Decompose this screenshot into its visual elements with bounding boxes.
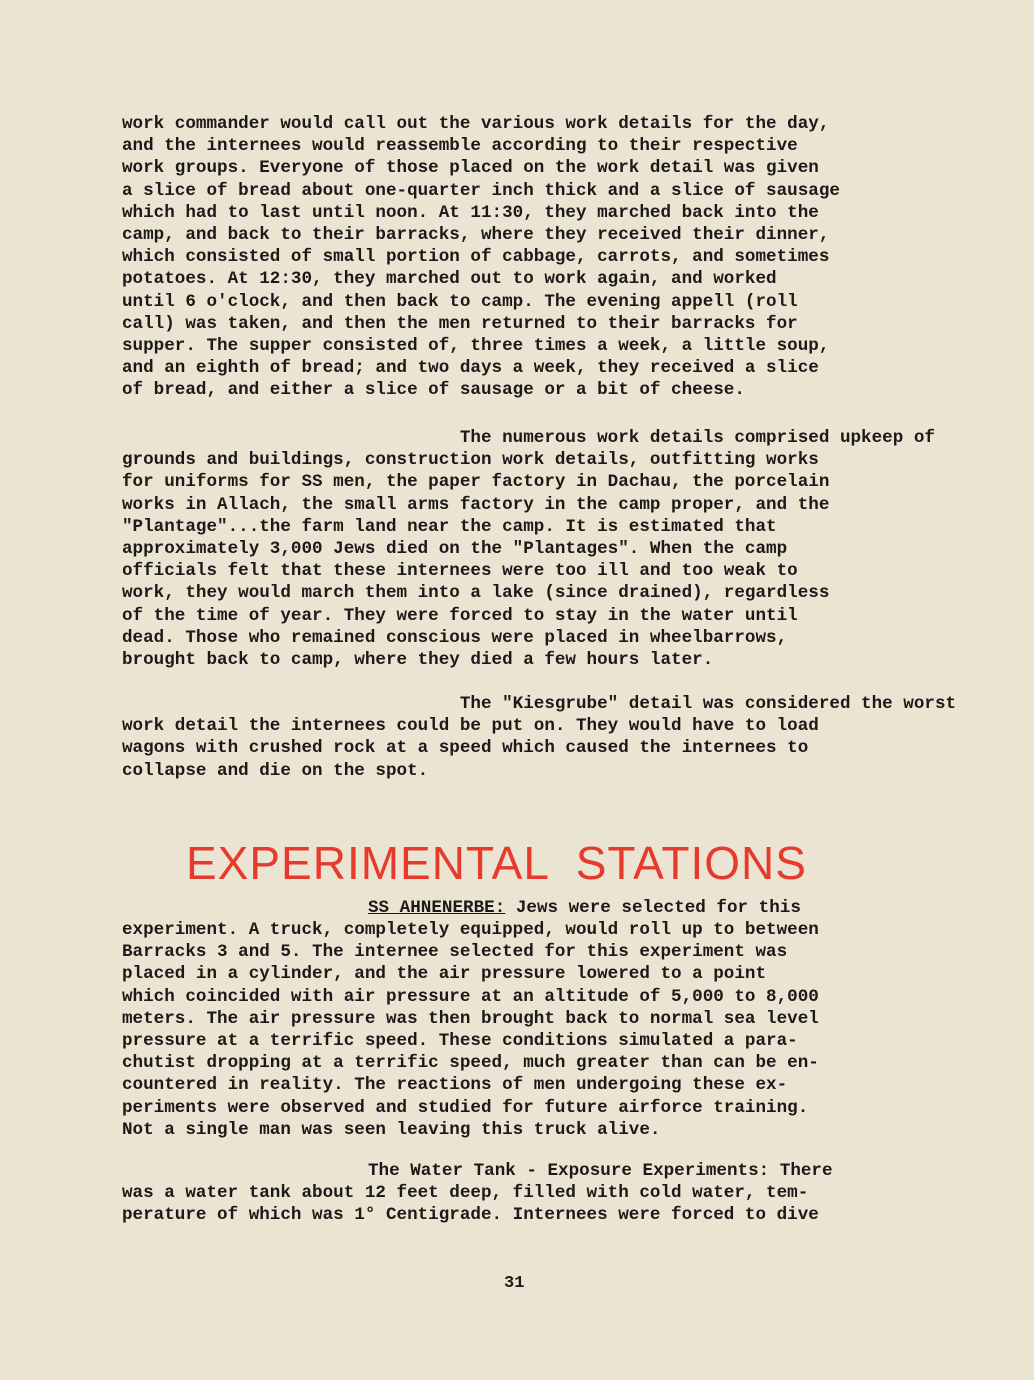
- ahnenerbe-lead: SS AHNENERBE:: [368, 898, 506, 918]
- paragraph-ahnenerbe: experiment. A truck, completely equipped, would roll up to between Barracks 3 and 5. The internee selected for this experiment was placed in a cylinder, and the air pressure lowered to a point which coincided with air pressure at an altitude of 5,000 to 8,000 meters. The air pressure was then brought back to normal sea level pressure at a terrific speed. These conditions simulated a para- chutist dropping at a terrific speed, much greater than can be en- countered in reality. The reactions of men undergoing these ex- periments were observed and studied for future airforce training. Not a single man was seen leaving this truck alive.: [122, 920, 819, 1140]
- paragraph-work-schedule: work commander would call out the various work details for the day, and the internees would reassemble according to their respective work groups. Everyone of those placed on the work detail was given a slice of bread about one-quarter inch thick and a slice of sausage which had to last until noon. At 11:30, they marched back into the camp, and back to their barracks, where they received their dinner, which consisted of small portion of cabbage, carrots, and sometimes potatoes. At 12:30, they marched out to work again, and worked until 6 o'clock, and then back to camp. The evening appell (roll call) was taken, and then the men returned to their barracks for supper. The supper consisted of, three times a week, a little soup, and an eighth of bread; and two days a week, they received a slice of bread, and either a slice of sausage or a bit of cheese.: [122, 114, 840, 401]
- paragraph-kiesgrube: The "Kiesgrube" detail was considered the worst work detail the internees could be put on. They would have to load wagons with crushed rock at a speed which caused the internees to collapse and die on the spot.: [122, 694, 957, 781]
- paragraph-water-tank-first-line: The Water Tank - Exposure Experiments: There: [368, 1161, 833, 1181]
- ahnenerbe-first-text: Jews were selected for this: [505, 898, 801, 918]
- paragraph-water-tank: was a water tank about 12 feet deep, filled with cold water, tem- perature of which was 1° Centigrade. Internees were forced to dive: [122, 1183, 819, 1226]
- paragraph-work-details: The numerous work details comprised upkeep of grounds and buildings, construction work details, outfitting works for uniforms for SS men, the paper factory in Dachau, the porcelain works in Allach, the small arms factory in the camp proper, and the "Plantage"...the farm land near the camp. It is estimated that approximately 3,000 Jews died on the "Plantages". When the camp officials felt that these internees were too ill and too weak to work, they would march them into a lake (since drained), regardless of the time of year. They were forced to stay in the water until dead. Those who remained conscious were placed in wheelbarrows, brought back to camp, where they died a few hours later.: [122, 428, 935, 671]
- paragraph-ahnenerbe-first-line: [368, 897, 801, 919]
- section-heading: EXPERIMENTAL STATIONS: [186, 837, 807, 889]
- page-number: 31: [504, 1274, 525, 1293]
